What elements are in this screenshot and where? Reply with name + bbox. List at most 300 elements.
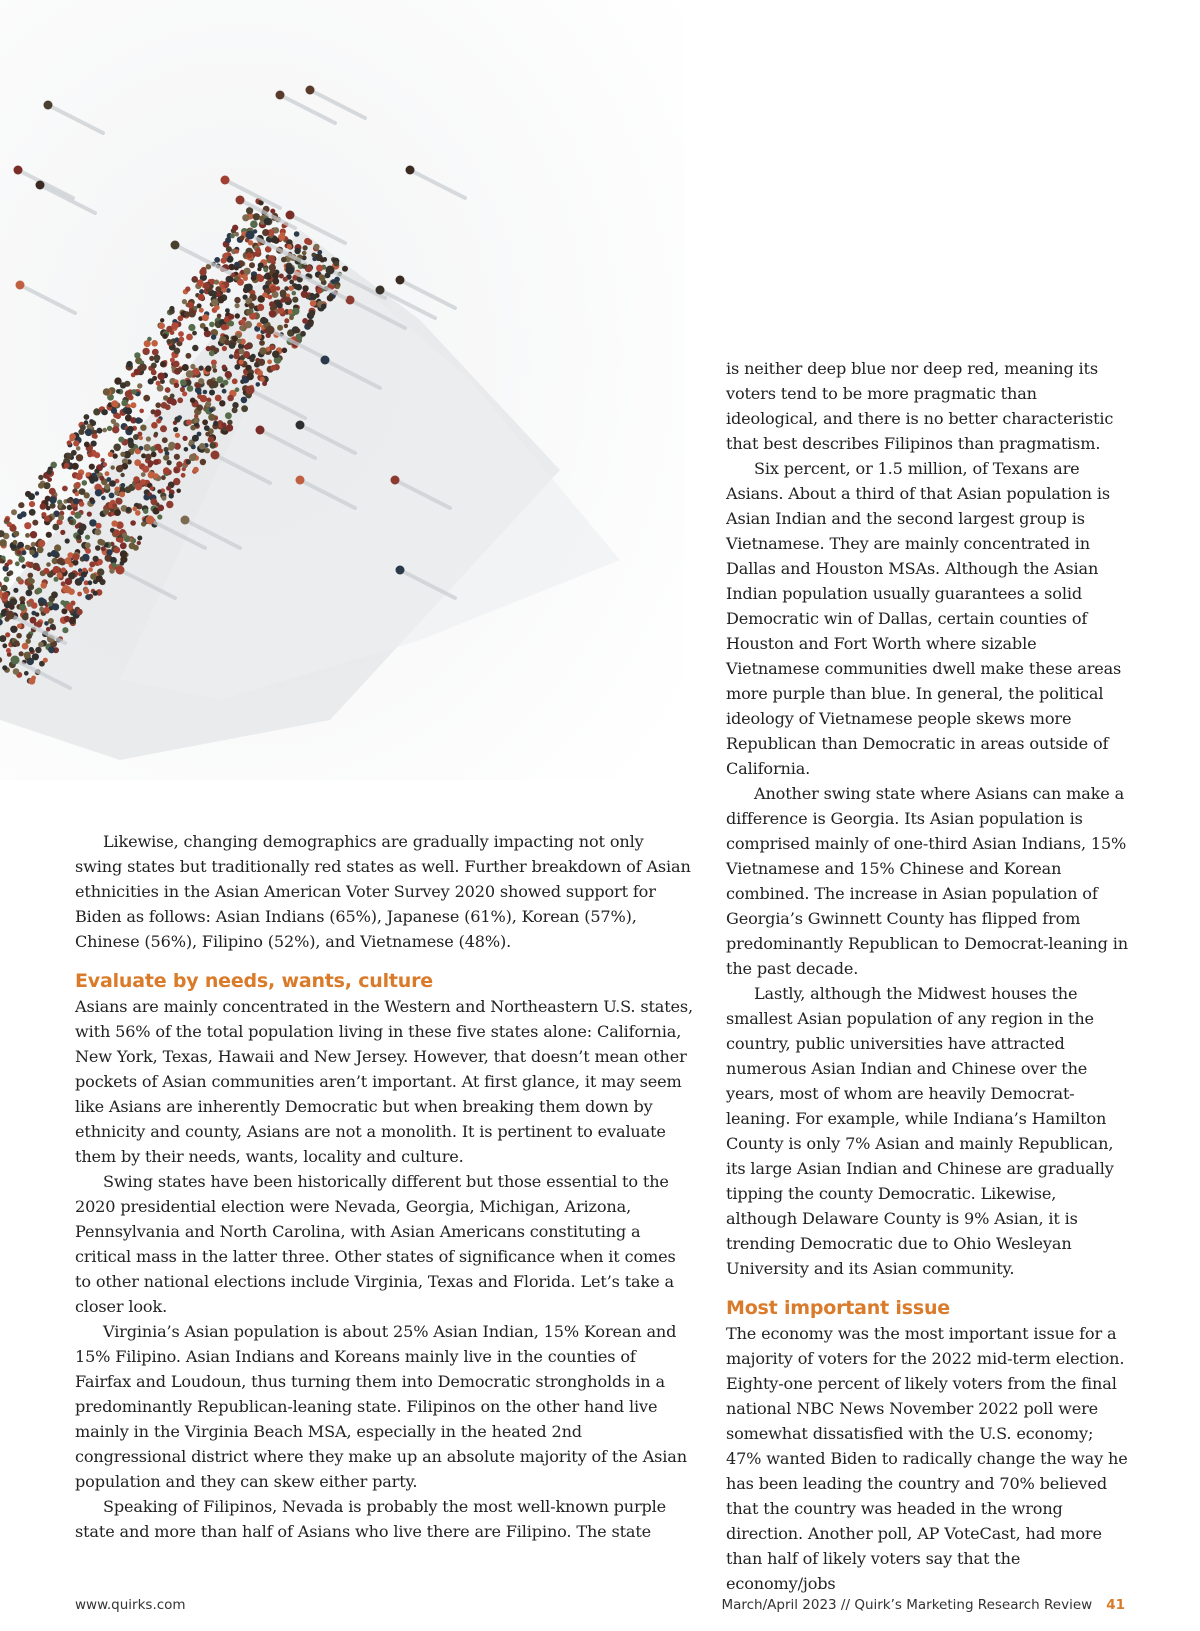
crowd-person [134,352,140,358]
crowd-person [108,452,113,457]
crowd-person [5,632,10,637]
crowd-person [4,517,9,522]
crowd-person [57,558,63,564]
scattered-person [36,181,45,190]
crowd-person [49,497,56,504]
crowd-photo [0,0,685,780]
crowd-person [17,542,24,549]
crowd-person [204,425,210,431]
crowd-person [310,300,317,307]
scattered-person [266,326,275,335]
crowd-person [159,323,165,329]
crowd-person [111,465,115,469]
crowd-person [104,484,110,490]
crowd-person [30,617,37,624]
crowd-person [126,361,132,367]
crowd-person [227,395,234,402]
crowd-person [75,492,79,496]
crowd-person [226,246,232,252]
crowd-person [302,251,307,256]
crowd-person [284,324,288,328]
footer-issue [721,1597,1125,1613]
website-link[interactable]: www.quirks.com [75,1597,186,1613]
crowd-person [157,385,164,392]
crowd-person [176,461,182,467]
crowd-person [46,532,52,538]
crowd-person [28,562,34,568]
crowd-person [54,544,61,551]
crowd-person [163,455,169,461]
crowd-person [120,542,127,549]
crowd-person [199,289,204,294]
crowd-person [134,459,141,466]
crowd-person [84,420,89,425]
crowd-person [188,324,195,331]
section-heading-most-important-issue: Most important issue [726,1297,950,1319]
crowd-person [19,604,26,611]
crowd-person [184,447,189,452]
scattered-person [396,276,405,285]
crowd-person [334,277,340,283]
crowd-person [163,467,170,474]
crowd-person [85,548,91,554]
crowd-person [203,390,208,395]
crowd-person [272,351,280,359]
crowd-person [131,389,137,395]
crowd-person [225,412,232,419]
crowd-person [120,550,127,557]
crowd-person [9,525,16,532]
crowd-person [29,647,34,652]
crowd-person [234,364,240,370]
crowd-person [161,496,166,501]
crowd-person [15,642,20,647]
crowd-person [105,471,110,476]
crowd-person [121,483,126,488]
crowd-person [16,633,22,639]
crowd-person [190,364,195,369]
crowd-person [192,345,198,351]
crowd-person [187,302,194,309]
crowd-person [43,658,48,663]
crowd-person [193,276,198,281]
crowd-person [228,264,235,271]
crowd-person [312,257,317,262]
crowd-person [243,276,248,281]
crowd-person [8,570,13,575]
crowd-person [205,401,211,407]
crowd-person [232,225,238,231]
crowd-person [223,253,228,258]
crowd-person [245,284,252,291]
crowd-person [22,643,29,650]
crowd-person [234,297,240,303]
crowd-person [58,515,64,521]
crowd-person [283,277,288,282]
issue-title: March/April 2023 // Quirk’s Marketing Research Review [721,1597,1093,1613]
crowd-person [41,582,47,588]
scattered-person [396,566,405,575]
crowd-person [165,404,171,410]
crowd-person [303,245,308,250]
crowd-person [90,420,96,426]
crowd-person [232,378,238,384]
right-paragraph-4: Lastly, although the Midwest houses the smallest Asian population of any region in the country, public universities have attracted numerous Asian Indian and Chinese over the years, most of whom are heavily Democrat-leaning. For example, while Indiana’s Hamilton County is only 7% Asian and mainly Republican, its large Asian Indian and Chinese are gradually tipping the county Democratic. Likewise, although Delaware County is 9% Asian, it is trending Democratic due to Ohio Wesleyan University and its Asian community. [726,984,1114,1278]
crowd-person [88,567,93,572]
crowd-person [233,353,239,359]
crowd-person [166,339,171,344]
crowd-person [222,389,227,394]
crowd-person [250,220,258,228]
crowd-person [87,511,92,516]
crowd-person [199,308,204,313]
crowd-person [13,540,18,545]
crowd-person [181,473,186,478]
crowd-person [31,602,38,609]
crowd-person [259,347,266,354]
crowd-person [234,262,240,268]
crowd-person [163,395,168,400]
crowd-person [4,576,10,582]
crowd-person [53,566,60,573]
crowd-person [168,445,174,451]
crowd-person [60,600,65,605]
crowd-person [13,588,18,593]
crowd-person [209,407,214,412]
crowd-person [268,295,273,300]
crowd-person [208,436,215,443]
crowd-person [151,340,158,347]
crowd-person [220,284,225,289]
crowd-person [267,359,272,364]
crowd-person [160,318,164,322]
scattered-person [221,176,230,185]
crowd-person [17,624,22,629]
crowd-person [192,331,197,336]
crowd-person [62,627,68,633]
crowd-person [221,422,226,427]
crowd-person [169,306,174,311]
crowd-person [128,442,135,449]
crowd-person [85,594,91,600]
crowd-person [22,564,26,568]
crowd-person [262,229,269,236]
crowd-person [249,303,255,309]
crowd-person [106,549,112,555]
crowd-person [132,506,137,511]
crowd-person [207,379,214,386]
crowd-person [256,334,261,339]
crowd-person [327,295,334,302]
crowd-person [25,545,30,550]
crowd-person [139,436,143,440]
crowd-person [148,460,154,466]
crowd-illustration [0,0,685,780]
crowd-person [148,378,154,384]
crowd-person [66,604,73,611]
crowd-person [76,454,83,461]
crowd-person [175,433,180,438]
crowd-person [89,519,96,526]
crowd-person [184,311,190,317]
crowd-person [76,535,81,540]
crowd-person [46,506,51,511]
crowd-person [186,419,192,425]
crowd-person [209,390,215,396]
crowd-person [269,264,276,271]
page-number: 41 [1106,1597,1125,1613]
crowd-person [286,297,291,302]
crowd-person [19,651,24,656]
crowd-person [21,550,26,555]
crowd-person [186,334,193,341]
crowd-person [311,294,317,300]
crowd-person [24,612,29,617]
scattered-person [256,426,265,435]
crowd-person [173,427,178,432]
crowd-person [76,473,83,480]
crowd-person [78,429,84,435]
crowd-person [236,333,241,338]
crowd-person [292,308,299,315]
crowd-person [282,348,288,354]
crowd-person [43,482,50,489]
scattered-person [326,266,335,275]
right-paragraph-1: is neither deep blue nor deep red, meaning its voters tend to be more pragmatic than ideological, and there is no better characteristic that best describes Filipinos than pragmatism. [726,359,1114,453]
crowd-person [137,383,142,388]
crowd-person [90,479,95,484]
crowd-person [276,286,281,291]
crowd-person [52,524,59,531]
crowd-person [35,491,39,495]
crowd-person [131,538,136,543]
crowd-person [7,559,13,565]
scattered-person [116,566,125,575]
crowd-person [313,244,319,250]
crowd-person [13,668,20,675]
scattered-person [286,211,295,220]
crowd-person [235,387,240,392]
crowd-person [52,603,59,610]
crowd-person [24,522,31,529]
crowd-person [101,496,106,501]
crowd-person [199,443,206,450]
crowd-person [198,294,205,301]
crowd-person [61,567,66,572]
crowd-person [76,446,81,451]
crowd-person [26,590,33,597]
crowd-person [175,337,180,342]
crowd-person [101,458,105,462]
scattered-person [211,451,220,460]
crowd-person [294,231,300,237]
crowd-person [316,265,323,272]
crowd-person [199,268,206,275]
crowd-person [82,480,88,486]
crowd-person [79,501,84,506]
crowd-person [75,482,81,488]
crowd-person [257,275,264,282]
crowd-person [69,563,74,568]
crowd-person [141,472,146,477]
crowd-person [262,292,267,297]
crowd-person [122,533,127,538]
crowd-person [193,369,200,376]
crowd-person [71,450,77,456]
crowd-person [217,314,222,319]
crowd-person [229,277,234,282]
crowd-person [321,304,327,310]
crowd-person [73,440,79,446]
crowd-person [39,601,44,606]
crowd-person [284,318,289,323]
crowd-person [244,344,250,350]
crowd-person [94,452,100,458]
crowd-person [190,398,196,404]
crowd-person [189,454,196,461]
crowd-person [10,598,17,605]
crowd-person [48,618,54,624]
crowd-person [15,561,20,566]
crowd-person [249,357,254,362]
crowd-person [269,310,276,317]
crowd-person [154,432,158,436]
crowd-person [289,280,294,285]
crowd-person [113,529,120,536]
crowd-person [143,509,148,514]
crowd-person [193,467,199,473]
crowd-person [39,607,44,612]
left-paragraph-1: Likewise, changing demographics are gradually impacting not only swing states but traditionally red states as well. Further breakdown of Asian ethnicities in the Asian American Voter Survey 2020 showed support for Biden as follows: Asian Indians (65%), Japanese (61%), Korean (57%), Chinese (56%), Filipino (52%), and Vietnamese (48%). [75,832,691,951]
crowd-person [208,414,215,421]
crowd-person [24,652,31,659]
crowd-person [215,395,222,402]
crowd-person [65,538,70,543]
crowd-person [276,302,282,308]
crowd-person [180,379,186,385]
scattered-person [6,611,15,620]
crowd-person [111,562,116,567]
crowd-person [228,314,234,320]
crowd-person [2,643,7,648]
crowd-person [187,385,194,392]
crowd-person [140,425,146,431]
crowd-person [135,483,143,491]
crowd-person [1,585,8,592]
crowd-person [62,486,68,492]
crowd-person [107,426,112,431]
left-paragraph-4: Virginia’s Asian population is about 25% Asian Indian, 15% Korean and 15% Filipino. Asian Indians and Koreans mainly live in the counties of Fairfax and Loudoun, thus turning them into Democratic strongholds in a predominantly Republican-leaning state. Filipinos on the other hand live mainly in the Virginia Beach MSA, especially in the heated 2nd congressional district where they make up an absolute majority of the Asian population and they can skew either party. [75,1322,687,1491]
crowd-person [205,432,210,437]
crowd-person [31,611,36,616]
footer-website [75,1597,186,1613]
crowd-person [249,262,255,268]
crowd-person [182,391,187,396]
crowd-person [46,469,52,475]
crowd-person [271,365,277,371]
crowd-person [221,324,227,330]
crowd-person [178,315,184,321]
crowd-person [137,541,141,545]
scattered-person [236,196,245,205]
crowd-person [176,489,181,494]
crowd-person [95,545,101,551]
crowd-person [60,530,65,535]
crowd-person [111,419,116,424]
crowd-person [30,531,37,538]
crowd-person [50,624,56,630]
crowd-person [228,321,234,327]
crowd-person [225,308,230,313]
crowd-person [258,359,265,366]
crowd-person [29,509,36,516]
crowd-person [137,536,142,541]
crowd-person [2,592,9,599]
crowd-person [281,257,287,263]
crowd-person [335,285,340,290]
crowd-person [206,346,211,351]
crowd-person [151,452,157,458]
crowd-person [142,466,149,473]
left-paragraph-3: Swing states have been historically different but those essential to the 2020 presidential election were Nevada, Georgia, Michigan, Arizona, Pennsylvania and North Carolina, with Asian Americans constituting a critical mass in the latter three. Other states of significance when it comes to other national elections include Virginia, Texas and Florida. Let’s take a closer look. [75,1172,676,1316]
crowd-person [264,218,271,225]
crowd-person [225,371,232,378]
crowd-person [151,363,157,369]
crowd-person [84,414,90,420]
crowd-person [35,647,41,653]
crowd-person [38,475,43,480]
crowd-person [81,571,87,577]
crowd-person [85,429,93,437]
crowd-person [125,408,132,415]
crowd-person [151,498,158,505]
crowd-person [214,280,219,285]
crowd-person [294,248,300,254]
crowd-person [240,235,245,240]
crowd-person [270,306,274,310]
crowd-person [211,299,218,306]
crowd-person [93,408,100,415]
crowd-person [150,486,154,490]
crowd-person [96,428,102,434]
scattered-person [246,231,255,240]
crowd-person [232,407,238,413]
crowd-person [153,473,159,479]
crowd-person [204,327,209,332]
crowd-person [259,216,264,221]
crowd-person [157,489,161,493]
crowd-person [17,550,22,555]
scattered-person [171,241,180,250]
crowd-person [280,292,286,298]
crowd-person [101,546,106,551]
crowd-person [85,542,91,548]
crowd-person [88,580,93,585]
crowd-person [69,520,74,525]
scattered-person [296,476,305,485]
crowd-person [166,486,171,491]
crowd-person [46,562,51,567]
crowd-person [300,331,306,337]
crowd-person [111,400,118,407]
crowd-person [20,511,26,517]
crowd-person [160,425,167,432]
crowd-person [154,409,161,416]
crowd-person [227,420,232,425]
crowd-person [210,442,217,449]
crowd-person [185,286,190,291]
crowd-person [145,454,152,461]
